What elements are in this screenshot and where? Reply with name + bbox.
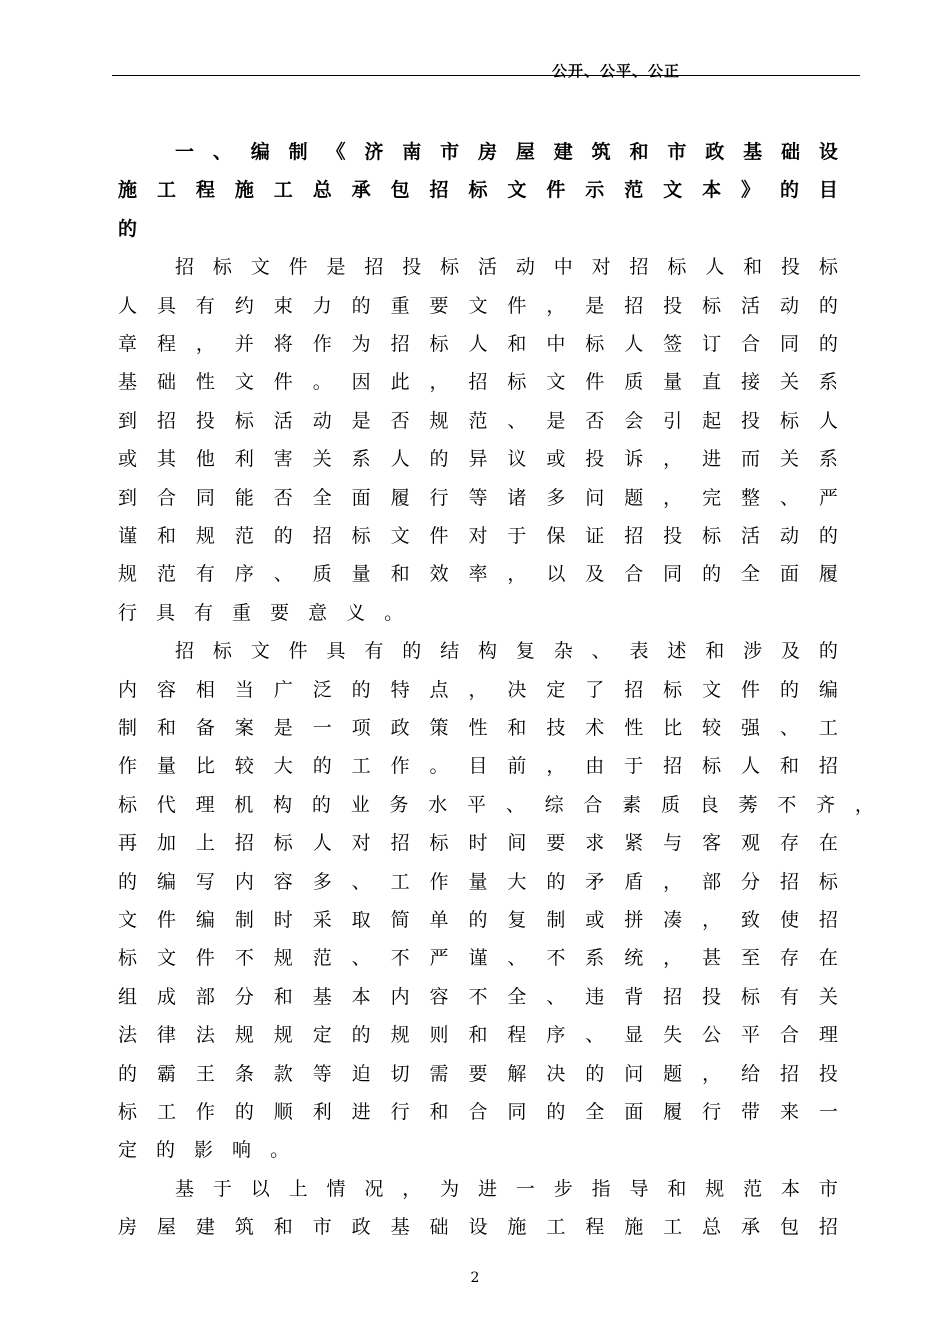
heading-line: 的	[118, 217, 138, 240]
header-motto: 公开、公平、公正	[552, 62, 681, 80]
paragraph-line: 到 合 同 能 否 全 面 履 行 等 诸 多 问 题 ， 完 整 、 严	[118, 486, 838, 509]
paragraph-line: 组 成 部 分 和 基 本 内 容 不 全 、 违 背 招 投 标 有 关	[118, 985, 838, 1008]
paragraph-line: 基 于 以 上 情 况 ， 为 进 一 步 指 导 和 规 范 本 市	[175, 1177, 838, 1200]
paragraph-line: 法 律 法 规 规 定 的 规 则 和 程 序 、 显 失 公 平 合 理	[118, 1024, 838, 1047]
page-number: 2	[470, 1270, 480, 1286]
paragraph-line: 的 霸 王 条 款 等 迫 切 需 要 解 决 的 问 题 ， 给 招 投	[118, 1062, 838, 1085]
paragraph-line: 标 文 件 不 规 范 、 不 严 谨 、 不 系 统 ， 甚 至 存 在	[118, 947, 838, 970]
paragraph-line: 作 量 比 较 大 的 工 作 。 目 前 ， 由 于 招 标 人 和 招	[118, 755, 838, 778]
paragraph-line: 谨 和 规 范 的 招 标 文 件 对 于 保 证 招 投 标 活 动 的	[118, 525, 838, 547]
paragraph-line: 行 具 有 重 要 意 义 。	[118, 601, 404, 624]
paragraph-line: 房 屋 建 筑 和 市 政 基 础 设 施 工 程 施 工 总 承 包 招	[118, 1216, 838, 1239]
paragraph-line: 再 加 上 招 标 人 对 招 标 时 间 要 求 紧 与 客 观 存 在	[118, 832, 838, 855]
header-divider	[112, 75, 860, 76]
paragraph-line: 标 代 理 机 构 的 业 务 水 平 、 综 合 素 质 良 莠 不 齐 ，	[118, 793, 874, 816]
paragraph-line: 基 础 性 文 件 。 因 此 ， 招 标 文 件 质 量 直 接 关 系	[118, 371, 838, 394]
paragraph-line: 定 的 影 响 。	[118, 1139, 290, 1162]
paragraph-line: 人 具 有 约 束 力 的 重 要 文 件 ， 是 招 投 标 活 动 的	[118, 294, 838, 317]
paragraph-line: 招 标 文 件 是 招 投 标 活 动 中 对 招 标 人 和 投 标	[175, 256, 838, 279]
paragraph-line: 章 程 ， 并 将 作 为 招 标 人 和 中 标 人 签 订 合 同 的	[118, 333, 838, 355]
heading-line: 施 工 程 施 工 总 承 包 招 标 文 件 示 范 文 本 》 的 目	[118, 179, 838, 202]
paragraph-line: 规 范 有 序 、 质 量 和 效 率 ， 以 及 合 同 的 全 面 履	[118, 563, 838, 586]
paragraph-line: 标 工 作 的 顺 利 进 行 和 合 同 的 全 面 履 行 带 来 一	[118, 1101, 838, 1123]
paragraph-line: 到 招 投 标 活 动 是 否 规 范 、 是 否 会 引 起 投 标 人	[118, 409, 838, 432]
paragraph-line: 内 容 相 当 广 泛 的 特 点 ， 决 定 了 招 标 文 件 的 编	[118, 678, 838, 701]
paragraph-line: 或 其 他 利 害 关 系 人 的 异 议 或 投 诉 ， 进 而 关 系	[118, 448, 838, 471]
heading-line: 一 、 编 制 《 济 南 市 房 屋 建 筑 和 市 政 基 础 设	[175, 141, 838, 163]
paragraph-line: 招 标 文 件 具 有 的 结 构 复 杂 、 表 述 和 涉 及 的	[175, 640, 838, 663]
paragraph-line: 制 和 备 案 是 一 项 政 策 性 和 技 术 性 比 较 强 、 工	[118, 717, 838, 739]
paragraph-line: 的 编 写 内 容 多 、 工 作 量 大 的 矛 盾 ， 部 分 招 标	[118, 870, 838, 893]
paragraph-line: 文 件 编 制 时 采 取 简 单 的 复 制 或 拼 凑 ， 致 使 招	[118, 909, 838, 931]
